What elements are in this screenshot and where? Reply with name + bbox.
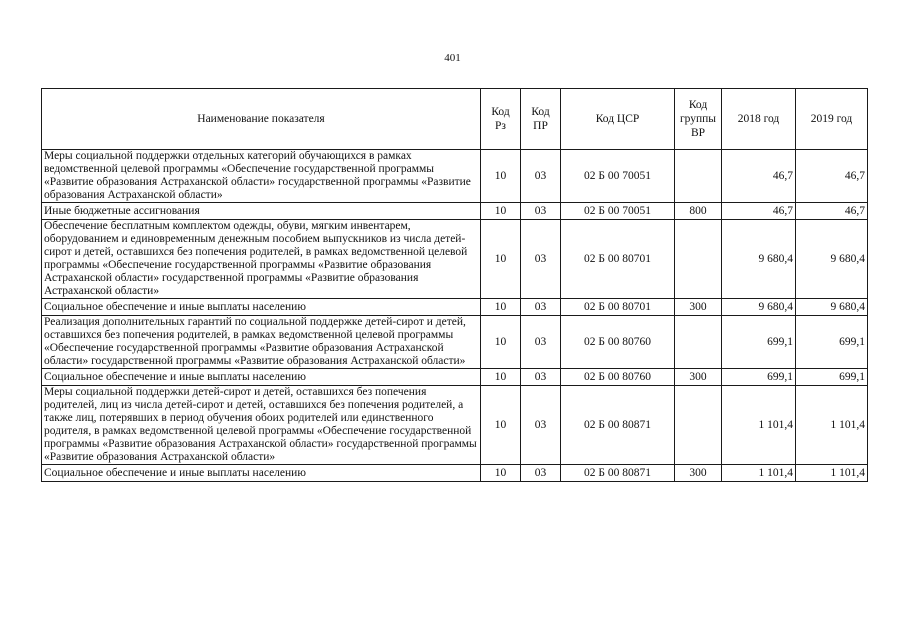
row-csr: 02 Б 00 80760 <box>561 369 675 386</box>
row-2019: 699,1 <box>796 369 868 386</box>
header-name: Наименование показателя <box>42 89 481 150</box>
table-row <box>42 150 868 203</box>
row-csr: 02 Б 00 80871 <box>561 465 675 482</box>
header-vr <box>675 89 722 150</box>
header-pr <box>521 89 561 150</box>
row-name: Социальное обеспечение и иные выплаты населению <box>42 369 481 386</box>
row-pr: 03 <box>521 316 561 369</box>
row-2018: 9 680,4 <box>722 299 796 316</box>
header-pr-line2: ПР <box>533 120 548 132</box>
header-pr-line1: Код <box>531 106 550 118</box>
row-rz: 10 <box>481 369 521 386</box>
row-vr <box>675 220 722 299</box>
table-row <box>42 220 868 299</box>
header-rz-line1: Код <box>491 106 510 118</box>
row-pr: 03 <box>521 220 561 299</box>
row-2019: 1 101,4 <box>796 465 868 482</box>
row-2019: 46,7 <box>796 150 868 203</box>
row-rz: 10 <box>481 203 521 220</box>
row-name: Меры социальной поддержки отдельных категорий обучающихся в рамках ведомственной целевой программы «Обеспечение государственной программы «Развитие образования Астраханской области» государственной программы «Развитие образования Астраханской области» <box>42 150 481 203</box>
row-2019: 9 680,4 <box>796 299 868 316</box>
table-row <box>42 386 868 465</box>
row-name: Реализация дополнительных гарантий по социальной поддержке детей-сирот и детей, оставшихся без попечения родителей, в рамках ведомственной целевой программы «Обеспечение государственной программы «Развитие образования Астраханской области» государственной программы «Развитие образования Астраханской области» <box>42 316 481 369</box>
row-pr: 03 <box>521 465 561 482</box>
row-2019: 9 680,4 <box>796 220 868 299</box>
page-number: 401 <box>444 52 461 64</box>
row-2018: 46,7 <box>722 203 796 220</box>
row-pr: 03 <box>521 386 561 465</box>
row-pr: 03 <box>521 299 561 316</box>
header-year-2018: 2018 год <box>722 89 796 150</box>
table-row <box>42 299 868 316</box>
row-vr <box>675 386 722 465</box>
table-header-row <box>42 89 868 150</box>
row-csr: 02 Б 00 70051 <box>561 150 675 203</box>
row-rz: 10 <box>481 316 521 369</box>
row-csr: 02 Б 00 80760 <box>561 316 675 369</box>
row-vr <box>675 150 722 203</box>
header-year-2019: 2019 год <box>796 89 868 150</box>
row-pr: 03 <box>521 203 561 220</box>
row-2018: 699,1 <box>722 316 796 369</box>
row-2018: 9 680,4 <box>722 220 796 299</box>
budget-table <box>41 88 868 482</box>
row-vr: 300 <box>675 369 722 386</box>
row-pr: 03 <box>521 150 561 203</box>
row-name: Меры социальной поддержки детей-сирот и детей, оставшихся без попечения родителей, лиц из числа детей-сирот и детей, оставшихся без попечения родителей, а также лиц, потерявших в период обучения обоих родителей или единственного родителя, в рамках ведомственной целевой программы «Обеспечение государственной программы «Развитие образования Астраханской области» государственной программы «Развитие образования Астраханской области» <box>42 386 481 465</box>
row-name: Социальное обеспечение и иные выплаты населению <box>42 465 481 482</box>
row-rz: 10 <box>481 150 521 203</box>
row-rz: 10 <box>481 220 521 299</box>
header-csr: Код ЦСР <box>561 89 675 150</box>
row-rz: 10 <box>481 299 521 316</box>
header-vr-line3: ВР <box>690 127 706 139</box>
row-csr: 02 Б 00 80871 <box>561 386 675 465</box>
row-2019: 699,1 <box>796 316 868 369</box>
table-row <box>42 465 868 482</box>
row-pr: 03 <box>521 369 561 386</box>
row-name: Иные бюджетные ассигнования <box>42 203 481 220</box>
row-2019: 1 101,4 <box>796 386 868 465</box>
row-vr: 300 <box>675 299 722 316</box>
header-rz-line2: Рз <box>495 120 506 132</box>
row-2018: 699,1 <box>722 369 796 386</box>
row-rz: 10 <box>481 386 521 465</box>
row-csr: 02 Б 00 80701 <box>561 299 675 316</box>
row-csr: 02 Б 00 80701 <box>561 220 675 299</box>
header-rz <box>481 89 521 150</box>
header-vr-line1: Код <box>688 99 708 111</box>
table-row <box>42 369 868 386</box>
table-row <box>42 316 868 369</box>
row-2018: 46,7 <box>722 150 796 203</box>
row-csr: 02 Б 00 70051 <box>561 203 675 220</box>
row-name: Обеспечение бесплатным комплектом одежды, обуви, мягким инвентарем, оборудованием и единовременным денежным пособием выпускников из числа детей-сирот и детей, оставшихся без попечения родителей, в рамках ведомственной целевой программы «Обеспечение государственной программы «Развитие образования Астраханской области» государственной программы «Развитие образования Астраханской области» <box>42 220 481 299</box>
row-vr <box>675 316 722 369</box>
header-vr-line2: группы <box>679 113 717 125</box>
row-vr: 300 <box>675 465 722 482</box>
row-2018: 1 101,4 <box>722 386 796 465</box>
row-rz: 10 <box>481 465 521 482</box>
row-vr: 800 <box>675 203 722 220</box>
row-name: Социальное обеспечение и иные выплаты населению <box>42 299 481 316</box>
row-2019: 46,7 <box>796 203 868 220</box>
table-row <box>42 203 868 220</box>
row-2018: 1 101,4 <box>722 465 796 482</box>
